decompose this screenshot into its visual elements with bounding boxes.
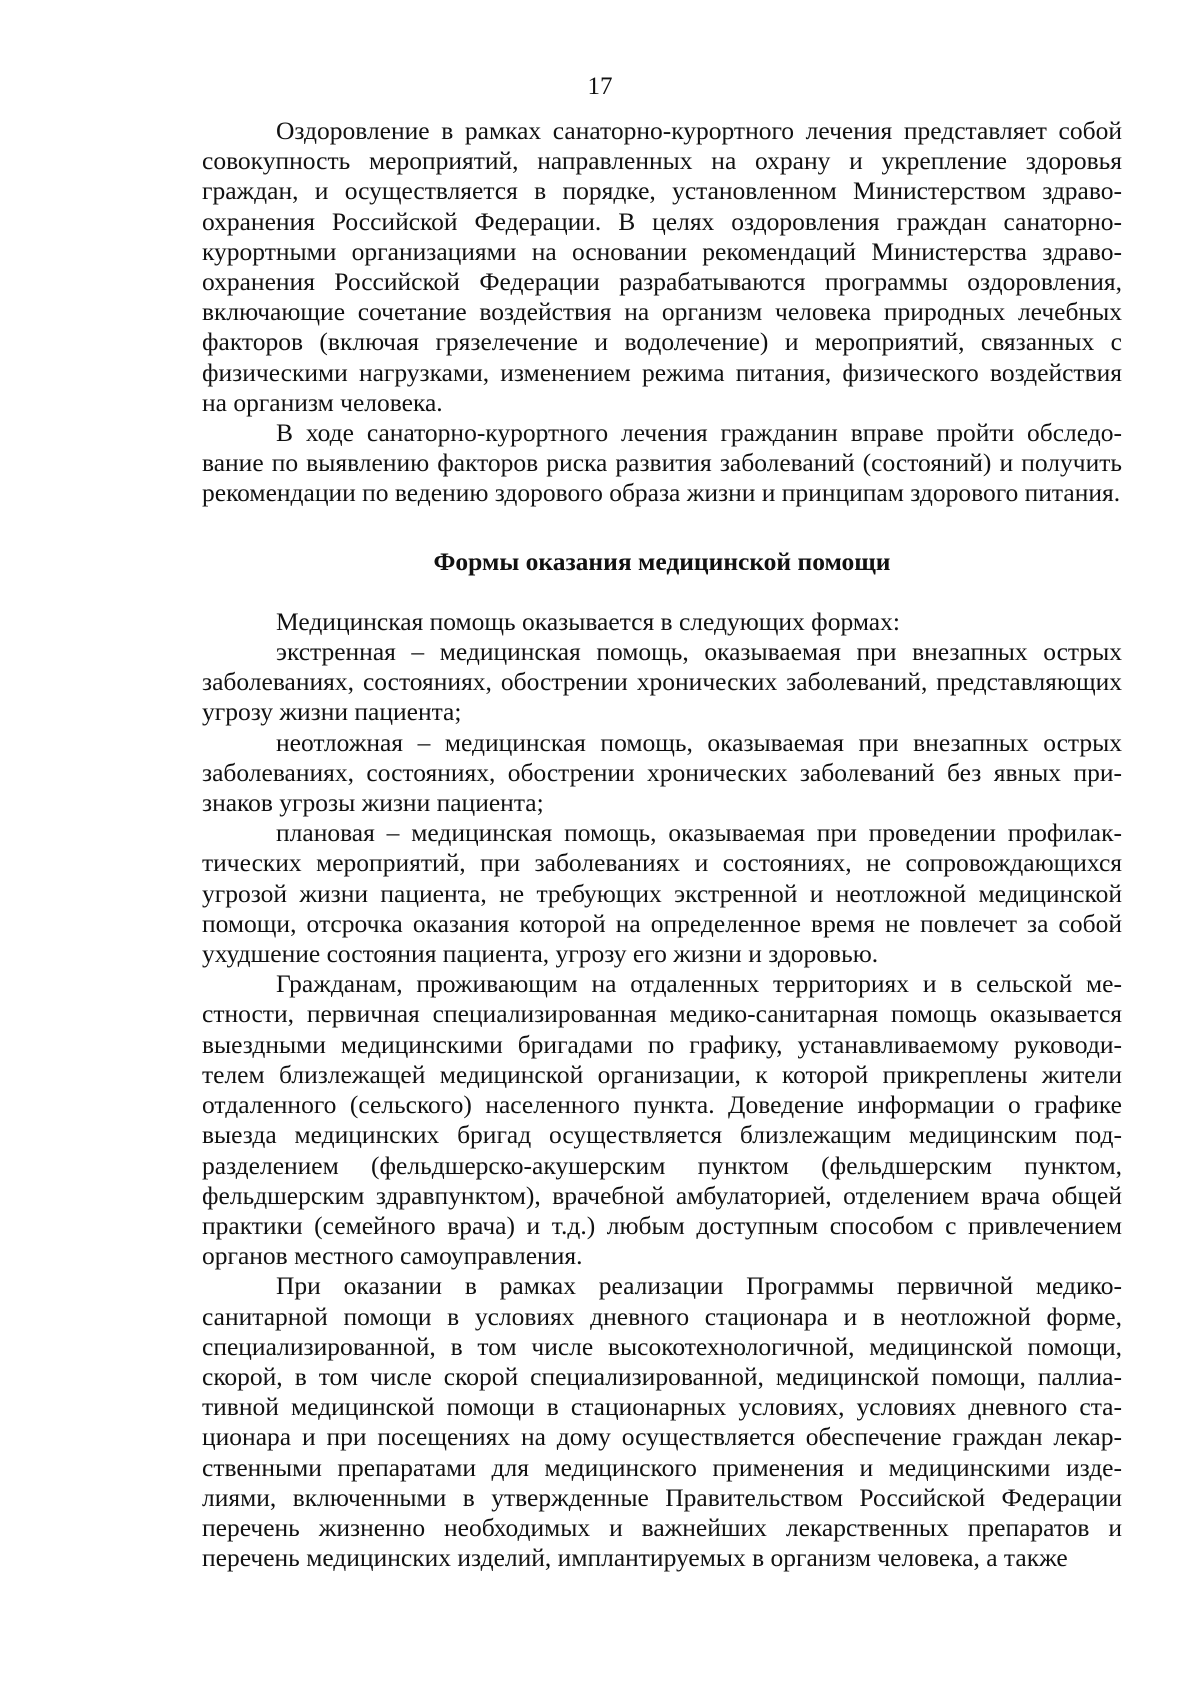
- paragraph-medication-provision: При оказании в рамках реализации Программы первичной медико-санитарной помощи в условиях дневного стационара и в неотложной форме, специализированной, в том числе высокотехнологичной, медицинской помощи, скорой, в том числе скорой специализированной, медицинской помощи, паллиативной медицинской помощи в стационарных условиях, условиях дневного стационара и при посещениях на дому осуществляется обеспечение граждан лекарственными препаратами для медицинского применения и медицинскими изделиями, включенными в утвержденные Правительством Российской Федерации перечень жизненно необходимых и важнейших лекарственных препаратов и перечень медицинских изделий, имплантируемых в организм человека, а также: [202, 1271, 1122, 1573]
- paragraph-health-improvement: Оздоровление в рамках санаторно-курортного лечения представляет собой совокупность мероприятий, направленных на охрану и укрепление здоровья граждан, и осуществляется в порядке, установленном Министерством здравоохранения Российской Федерации. В целях оздоровления граждан санаторно-курортными организациями на основании рекомендаций Министерства здравоохранения Российской Федерации разрабатываются программы оздоровления, включающие сочетание воздействия на организм человека природных лечебных факторов (включая грязелечение и водолечение) и мероприятий, связанных с физическими нагрузками, изменением режима питания, физического воздействия на организм человека.: [202, 116, 1122, 417]
- paragraph-emergency: экстренная – медицинская помощь, оказываемая при внезапных острых заболеваниях, состояниях, обострении хронических заболеваний, представляющих угрозу жизни пациента;: [202, 637, 1122, 727]
- paragraph-remote-territories: Гражданам, проживающим на отдаленных территориях и в сельской местности, первичная специализированная медико-санитарная помощь оказывается выездными медицинскими бригадами по графику, устанавливаемому руководителем близлежащей медицинской организации, к которой прикреплены жители отдаленного (сельского) населенного пункта. Доведение информации о графике выезда медицинских бригад осуществляется близлежащим медицинским подразделением (фельдшерско-акушерским пунктом (фельдшерским пунктом, фельдшерским здравпунктом), врачебной амбулаторией, отделением врача общей практики (семейного врача) и т.д.) любым доступным способом с привлечением органов местного самоуправления.: [202, 969, 1122, 1271]
- paragraph-planned: плановая – медицинская помощь, оказываемая при проведении профилактических мероприятий, при заболеваниях и состояниях, не сопровождающихся угрозой жизни пациента, не требующих экстренной и неотложной медицинской помощи, отсрочка оказания которой на определенное время не повлечет за собой ухудшение состояния пациента, угрозу его жизни и здоровью.: [202, 818, 1122, 969]
- page-number: 17: [587, 73, 613, 100]
- paragraph-examination: В ходе санаторно-курортного лечения гражданин вправе пройти обследование по выявлению факторов риска развития заболеваний (состояний) и получить рекомендации по ведению здорового образа жизни и принципам здорового питания.: [202, 418, 1122, 508]
- section-heading: Формы оказания медицинской помощи: [433, 546, 891, 576]
- paragraph-urgent: неотложная – медицинская помощь, оказываемая при внезапных острых заболеваниях, состояниях, обострении хронических заболеваний без явных признаков угрозы жизни пациента;: [202, 727, 1122, 818]
- page-body: [202, 116, 1122, 1573]
- paragraph-forms-intro: Медицинская помощь оказывается в следующих формах:: [276, 606, 900, 636]
